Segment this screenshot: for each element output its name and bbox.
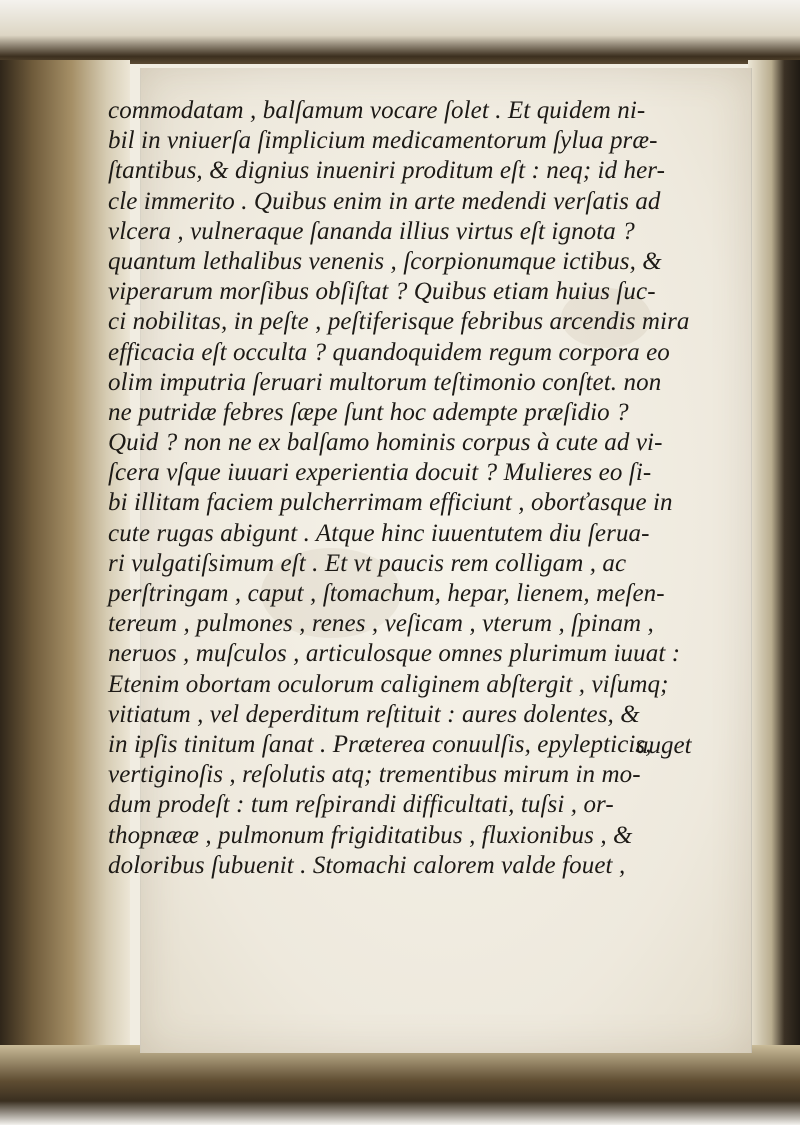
text-line: ſtantibus, & dignius inueniri proditum eſt : neq; id her- [108,157,666,185]
text-line: vertiginoſis , reſolutis atq; trementibus mirum in mo- [108,761,641,789]
text-line: viperarum morſibus obſiſtat ? Quibus etiam huius ſuc- [108,278,656,306]
text-line: bi illitam faciem pulcherrimam efficiunt , oborťasque in [108,489,673,517]
text-line: cute rugas abigunt . Atque hinc iuuentutem diu ſerua- [108,519,650,547]
catchword: auget [636,732,692,759]
text-line: neruos , muſculos , articulosque omnes plurimum iuuat : [108,640,681,668]
text-line: perſtringam , caput , ſtomachum, hepar, lienem, meſen- [108,580,665,607]
book-bottom-edge [0,1045,800,1125]
text-line: ci nobilitas, in peſte , peſtiferisque febribus arcendis mira [108,308,690,336]
text-line: in ipſis tinitum ſanat . Præterea conuulſis, epylepticis, [108,730,652,758]
text-line: ſcera vſque iuuari experientia docuit ? Mulieres eo ſi- [108,459,652,487]
text-line: efficacia eſt occulta ? quandoquidem regum corpora eo [108,338,670,366]
text-line: Etenim obortam oculorum caliginem abſtergit , viſumq; [108,670,669,698]
text-line: ne putridæ febres ſæpe ſunt hoc adempte præſidio ? [108,398,629,426]
text-line: vitiatum , vel deperditum reſtituit : aures dolentes, & [108,700,640,728]
text-line: vlcera , vulneraque ſananda illius virtus eſt ignota ? [108,217,635,245]
text-line: doloribus ſubuenit . Stomachi calorem valde fouet , [108,851,626,879]
text-line: bil in vniuerſa ſimplicium medicamentorum ſylua præ- [108,127,658,155]
book-right-edge [748,60,800,1070]
text-line: tereum , pulmones , renes , veſicam , vterum , ſpinam , [108,610,654,638]
text-line: commodatam , balſamum vocare ſolet . Et quidem ni- [108,97,646,124]
text-line: cle immerito . Quibus enim in arte medendi verſatis ad [108,187,661,215]
text-line: Quid ? non ne ex balſamo hominis corpus à cute ad vi- [108,429,663,457]
text-line: olim imputria ſeruari multorum teſtimonio conſtet. non [108,368,662,396]
page-body-text [108,96,723,881]
book-top-edge [0,0,800,64]
text-line: dum prodeſt : tum reſpirandi difficultati, tuſsi , or- [108,791,614,819]
text-line: quantum lethalibus venenis , ſcorpionumque ictibus, & [108,247,662,275]
text-line: thopnææ , pulmonum frigiditatibus , fluxionibus , & [108,821,633,849]
text-line: ri vulgatiſsimum eſt . Et vt paucis rem colligam , ac [108,549,627,577]
